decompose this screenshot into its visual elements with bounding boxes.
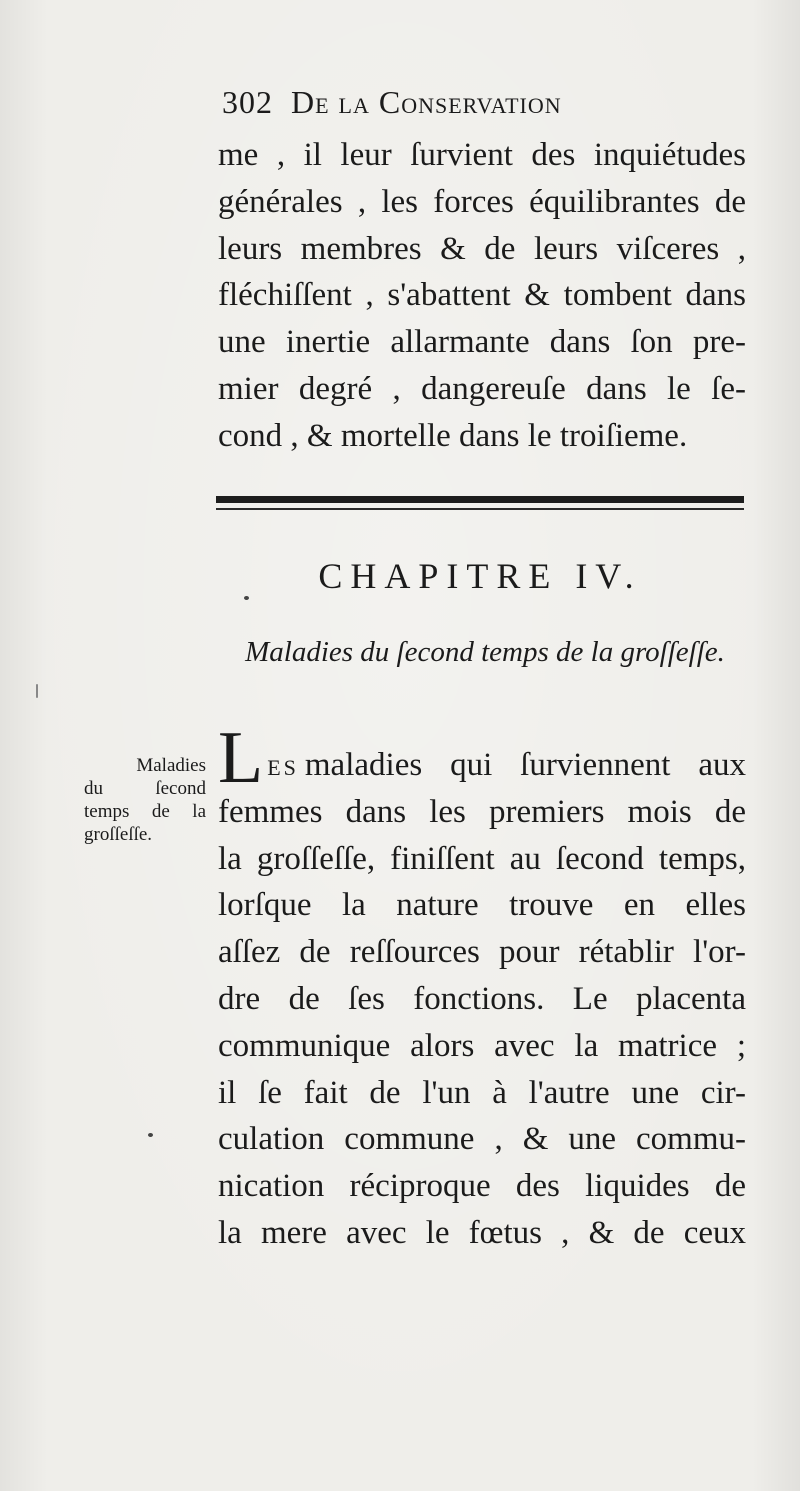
- text-line-first: [218, 717, 746, 799]
- divider-thick-rule: [216, 496, 744, 503]
- margin-note-line: temps de la: [84, 801, 206, 822]
- running-head: [222, 82, 692, 122]
- text-line: mier degré , dangereuſe dans le ſe-: [218, 370, 746, 407]
- section-divider: [216, 496, 744, 510]
- chapter-heading: CHAPITRE IV.: [318, 556, 642, 596]
- ink-speck: [36, 684, 38, 698]
- text-line: la groſſeſſe, finiſſent au ſecond temps,: [218, 840, 746, 877]
- text-line: il ſe fait de l'un à l'autre une cir-: [218, 1074, 746, 1111]
- text-line: une inertie allarmante dans ſon pre-: [218, 324, 746, 361]
- chapter-subtitle: Maladies du ſecond temps de la groſſeſſe.: [245, 636, 725, 668]
- text-line: culation commune , & une commu-: [218, 1121, 746, 1158]
- text-line: nication réciproque des liquides de: [218, 1168, 746, 1205]
- ink-speck: [148, 1133, 153, 1137]
- first-line-text: maladies qui ſurviennent aux: [304, 747, 746, 783]
- text-line: la mere avec le fœtus , & de ceux: [218, 1214, 746, 1251]
- text-line: communique alors avec la matrice ;: [218, 1027, 746, 1064]
- text-line: générales , les forces équilibrantes de: [218, 183, 746, 220]
- chapter-body: [218, 717, 746, 1257]
- text-line: cond , & mortelle dans le troiſieme.: [218, 417, 688, 454]
- running-title: De la Conservation: [291, 84, 562, 120]
- drop-cap: L: [218, 717, 264, 799]
- text-line: dre de ſes fonctions. Le placenta: [218, 980, 746, 1017]
- text-line: lorſque la nature trouve en elles: [218, 887, 746, 924]
- text-line: me , il leur ſurvient des inquiétudes: [218, 137, 746, 173]
- marginal-note: [84, 754, 206, 846]
- text-line: aſſez de reſſources pour rétablir l'or-: [218, 934, 746, 971]
- ink-speck: [244, 596, 249, 600]
- text-line: femmes dans les premiers mois de: [218, 793, 746, 830]
- page-number: 302: [222, 84, 273, 120]
- drop-cap-continuation: ES: [267, 755, 299, 780]
- text-line: fléchiſſent , s'abattent & tombent dans: [218, 277, 746, 314]
- preceding-paragraph: [218, 132, 746, 460]
- margin-note-line: groſſeſſe.: [84, 824, 153, 845]
- margin-note-line: Maladies: [136, 755, 206, 776]
- text-line: leurs membres & de leurs viſceres ,: [218, 230, 746, 267]
- margin-note-line: du ſecond: [84, 778, 206, 799]
- divider-thin-rule: [216, 508, 744, 510]
